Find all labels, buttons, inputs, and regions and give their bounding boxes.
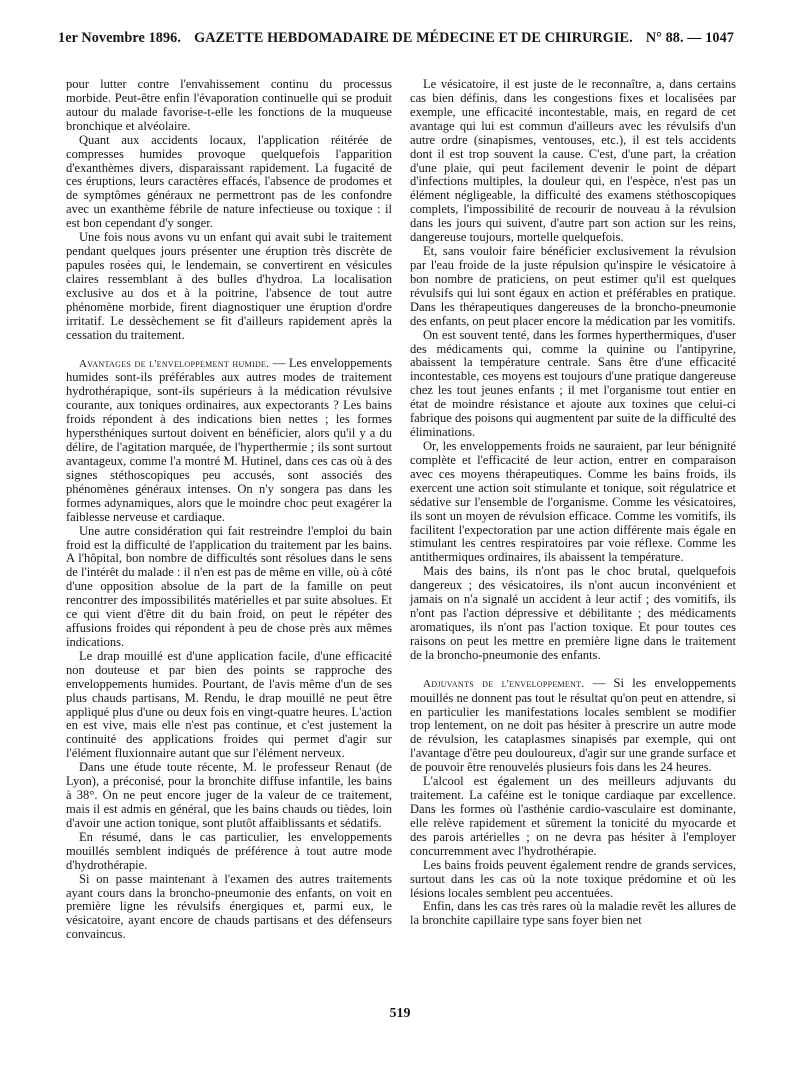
- paragraph-text: — Si les enveloppements mouillés ne donnent pas tout le résultat qu'on peut en attendre, si en particulier les manifestations locales semblent se modifier trop lentement, on ne doit pas hésiter à prescrire un autre mode de révulsion, les cataplasmes sinapisés par exemple, qui ont l'avantage d'être peu douloureux, d'agir sur une grande surface et de pouvoir être renouvelés plusieurs fois dans les 24 heures.: [410, 675, 736, 775]
- section-paragraph: [66, 357, 392, 525]
- paragraph: Une fois nous avons vu un enfant qui avait subi le traitement pendant quelques jours présenter une éruption très discrète de papules rosées qui, le lendemain, se convertirent en vésicules claires ressemblant à des bulles d'hydroa. La localisation exclusive au dos et à la poitrine, l'absence de tout autre phénomène morbide, firent diagnostiquer une éruption d'ordre irritatif. Le dessèchement se fit d'ailleurs rapidement après la cessation du traitement.: [66, 230, 392, 342]
- paragraph: Enfin, dans les cas très rares où la maladie revêt les allures de la bronchite capillaire type sans foyer bien net: [410, 899, 736, 928]
- paragraph: Le vésicatoire, il est juste de le reconnaître, a, dans certains cas bien définis, dans les congestions fixes et localisées par exemple, une efficacité incontestable, mais, en regard de cet avantage qui lui est commun d'ailleurs avec les révulsifs d'un autre ordre (sinapismes, ventouses, etc.), il est tels accidents dont il est trop souvent la cause. C'est, d'une part, la création d'une plaie, qui peut facilement devenir le point de départ d'infections multiples, la douleur qui, en l'espèce, n'est pas un élément négligeable, la difficulté des examens stéthoscopiques complets, l'impossibilité de recourir de nouveau à la révulsion dans les jours qui suivent, d'autre part son action sur les reins, dangereuse toujours, mortelle quelquefois.: [410, 77, 736, 245]
- header-date: 1er Novembre 1896.: [58, 30, 182, 46]
- header-issue-number: N° 88. — 1047: [645, 30, 734, 46]
- section-heading: Avantages de l'enveloppement humide.: [79, 357, 270, 370]
- paragraph: Si on passe maintenant à l'examen des autres traitements ayant cours dans la broncho-pneumonie des enfants, on voit en première ligne les révulsifs énergiques et, parmi eux, le vésicatoire, ayant encore de chauds partisans et des défenseurs convaincus.: [66, 871, 392, 942]
- section-heading: Adjuvants de l'enveloppement.: [423, 677, 585, 690]
- paragraph: Les bains froids peuvent également rendre de grands services, surtout dans les cas où la note toxique prédomine et où les lésions locales semblent peu accentuées.: [410, 857, 736, 900]
- paragraph: pour lutter contre l'envahissement continu du processus morbide. Peut-être enfin l'évaporation continuelle qui se produit autour du malade favorise-t-elle les fonctions de la muqueuse bronchique et alvéolaire.: [66, 77, 392, 133]
- paragraph: Mais des bains, ils n'ont pas le choc brutal, quelquefois dangereux ; des vésicatoires, ils n'ont aucun inconvénient et jamais on n'a signalé un accident à leur actif ; des vomitifs, ils n'ont pas l'action dépressive et débilitante ; des médicaments aromatiques, ils n'ont pas l'action toxique. Et pour toutes ces raisons on peut les mettre en première ligne dans le traitement de la broncho-pneumonie des enfants.: [410, 564, 736, 662]
- paragraph: Le drap mouillé est d'une application facile, d'une efficacité non douteuse et par bien des points se rapproche des enveloppements humides. Pourtant, de l'avis même d'un de ses plus chauds partisans, M. Rendu, le drap mouillé ne peut être appliqué plus d'une ou deux fois en vingt-quatre heures. L'action en est vive, mais elle n'est pas continue, et c'est justement la continuité des applications froides qui permet d'agir sur l'élément fluxionnaire autant que sur l'élément nerveux.: [66, 648, 392, 761]
- right-column: [410, 78, 736, 928]
- paragraph: L'alcool est également un des meilleurs adjuvants du traitement. La caféine est le tonique cardiaque par excellence. Dans les formes où l'asthénie cardio-vasculaire est dominante, elle relève rapidement et sûrement la tonicité du myocarde et des parois artérielles ; on ne devra pas hésiter à l'employer concurremment avec l'hydrothérapie.: [410, 774, 736, 858]
- paragraph-text: — Les enveloppements humides sont-ils préférables aux autres modes de traitement hydrothérapique, sont-ils supérieurs à la médication révulsive courante, aux toniques ordinaires, aux expectorants ? Les bains froids répondent à des indications bien nettes ; les formes hypersthéniques surtout doivent en bénéficier, alors qu'il y a du délire, de l'agitation marquée, de l'hyperthermie ; ils sont surtout avantageux, comme l'a montré M. Hutinel, dans ces cas où à des signes stéthoscopiques peu accusés, sont associés des phénomènes généraux intenses. On n'y songera pas dans les formes adynamiques, alors que le moindre choc peut exagérer la faiblesse nerveuse et cardiaque.: [66, 355, 393, 524]
- paragraph: Dans une étude toute récente, M. le professeur Renaut (de Lyon), a préconisé, pour la bronchite diffuse infantile, les bains à 38°. On ne peut encore juger de la valeur de ce traitement, mais il est admis en général, que les bains chauds ou tièdes, loin d'avoir une action tonique, sont plutôt affaiblissants et sédatifs.: [66, 760, 392, 830]
- section-paragraph: [410, 677, 736, 775]
- paragraph: Quant aux accidents locaux, l'application réitérée de compresses humides provoque quelquefois l'apparition d'exanthèmes divers, disparaissant rapidement. La fugacité de ces éruptions, leurs caractères effacés, l'absence de prodomes et de symptômes généraux ne permettront pas de les confondre avec un exanthème fébrile de nature infectieuse ou toxique : il est bon cependant d'y songer.: [66, 132, 392, 231]
- paragraph: En résumé, dans le cas particulier, les enveloppements mouillés semblent indiqués de préférence à tout autre mode d'hydrothérapie.: [66, 829, 392, 872]
- paragraph: Or, les enveloppements froids ne sauraient, par leur bénignité complète et l'efficacité de leur action, entrer en comparaison avec ces moyens thérapeutiques. Comme les bains froids, ils exercent une action soit stimulante et tonique, soit régulatrice et sédative sur l'ensemble de l'organisme. Comme les vésicatoires, ils sont un moyen de révulsion efficace. Comme les vomitifs, ils facilitent l'expectoration par une action différente mais égale en stimulant les centres respiratoires par voie réflexe. Comme les antithermiques ordinaires, ils abaissent la température.: [410, 438, 736, 565]
- header-journal-title: GAZETTE HEBDOMADAIRE DE MÉDECINE ET DE CHIRURGIE.: [194, 30, 633, 46]
- page-number: 519: [389, 1006, 411, 1021]
- left-column: [66, 78, 392, 942]
- paragraph: Une autre considération qui fait restreindre l'emploi du bain froid est la difficulté de l'application du traitement par les bains. A l'hôpital, bon nombre de difficultés sont résolues dans le sens de l'intérêt du malade : il n'en est pas de même en ville, où à côté d'une opposition absolue de la part de la famille on peut rencontrer des impossibilités matérielles et par suite absolues. Et ce qui vient d'être dit du bain froid, on peut le répéter des affusions froides qui répondent à peu de chose près aux mêmes indications.: [66, 523, 392, 649]
- paragraph: Et, sans vouloir faire bénéficier exclusivement la révulsion par l'eau froide de la juste répulsion qu'inspire le vésicatoire à bon nombre de praticiens, on peut estimer qu'il est quelques révulsifs qui lui sont égaux en action et préférables en pratique. Dans les thérapeutiques dangereuses de la broncho-pneumonie des enfants, on peut placer encore la médication par les vomitifs.: [410, 244, 736, 328]
- running-header: [58, 30, 734, 47]
- paragraph: On est souvent tenté, dans les formes hyperthermiques, d'user des médicaments qui, comme la quinine ou l'antipyrine, abaissent la température centrale. Sans être d'une efficacité incontestable, ces moyens est toujours d'une pratique dangereuse chez les tout jeunes enfants ; il met l'organisme tout entier en état de moindre résistance et ajoute aux toxines que celui-ci fabrique des poisons qui augmentent par suite de la difficulté des éliminations.: [410, 327, 736, 440]
